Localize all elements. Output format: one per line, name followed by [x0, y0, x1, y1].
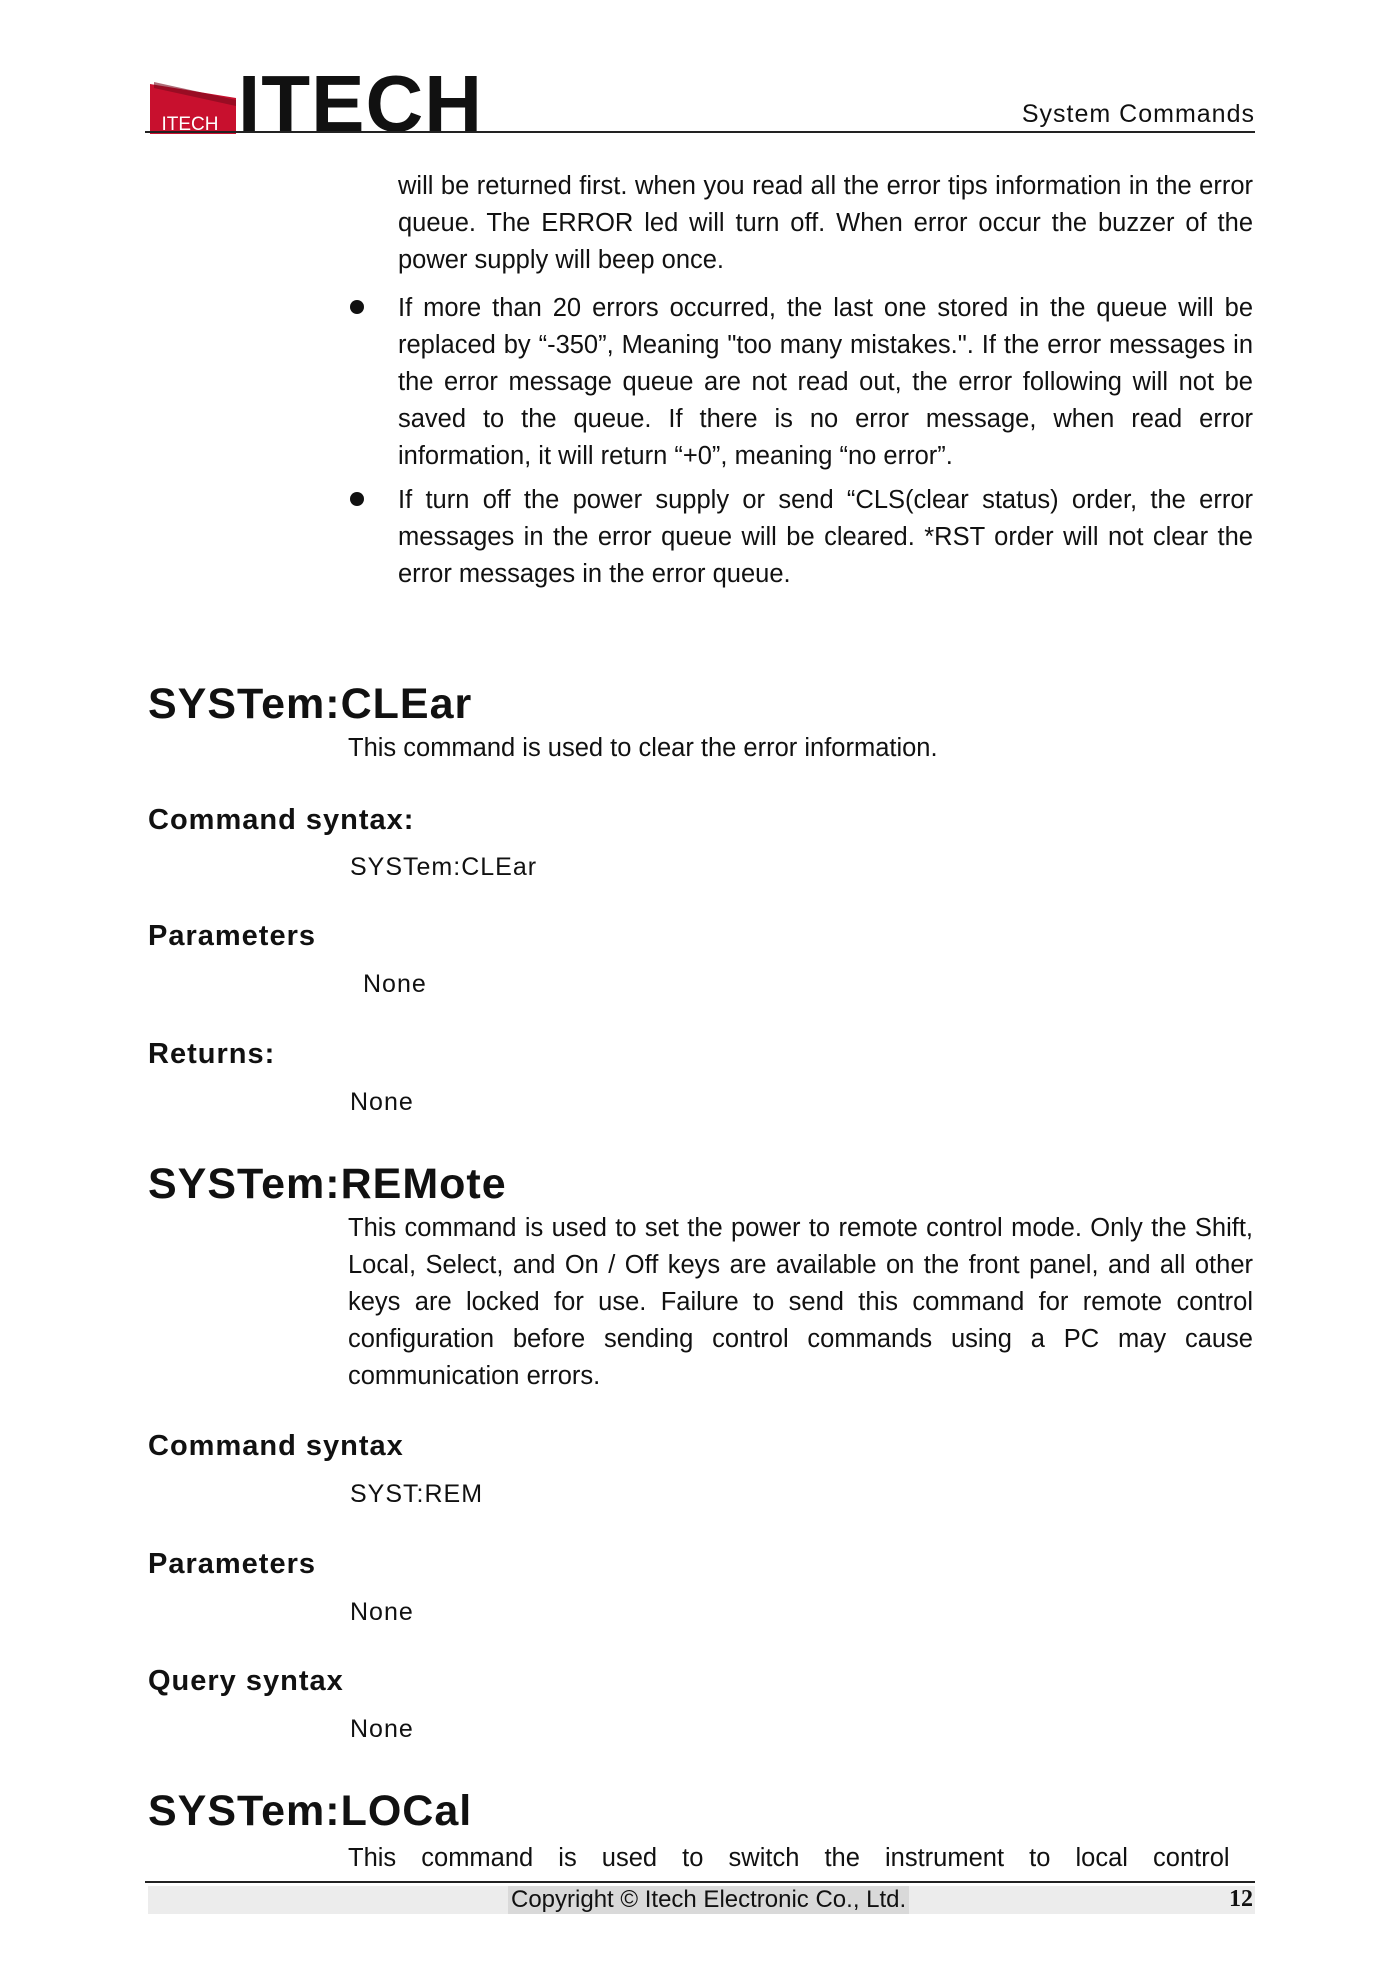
- section-title-system-local: SYSTem:LOCal: [148, 1787, 473, 1835]
- logo-wordmark: ITECH: [238, 59, 483, 148]
- itech-logo: [150, 59, 483, 148]
- intro-continuation: will be returned first. when you read all the error tips information in the error queue. The ERROR led will turn off. When error occur the buzzer of the power supply will beep once.: [398, 172, 1253, 274]
- field-label-command-syntax: Command syntax:: [148, 804, 415, 836]
- field-value-command-syntax: SYSTem:CLEar: [350, 853, 538, 881]
- footer-divider: [145, 1881, 1255, 1883]
- field-label-returns: Returns:: [148, 1038, 276, 1070]
- section-description: This command is used to set the power to remote control mode. Only the Shift, Local, Select, and On / Off keys are available on the front panel, and all other keys are locked for use. Failure to send this command for remote control configuration before sending control commands using a PC may cause communication errors.: [348, 1214, 1253, 1390]
- section-title-system-clear: SYSTem:CLEar: [148, 680, 473, 728]
- logo-mark-text: ITECH: [161, 114, 219, 134]
- header-section-title: System Commands: [1021, 100, 1255, 128]
- section-title-system-remote: SYSTem:REMote: [148, 1160, 507, 1208]
- page-number: 12: [1229, 1886, 1253, 1912]
- field-label-query-syntax: Query syntax: [148, 1665, 344, 1697]
- section-description: This command is used to clear the error information.: [348, 734, 938, 762]
- field-label-parameters: Parameters: [148, 1548, 316, 1580]
- header-divider: [145, 131, 1255, 133]
- field-value-returns: None: [350, 1088, 414, 1116]
- logo-mark-icon: [150, 76, 236, 134]
- field-value-parameters: None: [363, 970, 427, 998]
- bullet-dot: [350, 300, 364, 314]
- intro-bullet-1: If more than 20 errors occurred, the last one stored in the queue will be replaced by “-350”, Meaning "too many mistakes.". If the error messages in the error message queue are not read out, the error following will not be saved to the queue. If there is no error message, when read error information, it will return “+0”, meaning “no error”.: [398, 294, 1253, 470]
- field-label-command-syntax: Command syntax: [148, 1430, 404, 1462]
- field-value-command-syntax: SYST:REM: [350, 1480, 484, 1508]
- intro-bullet-2: If turn off the power supply or send “CLS(clear status) order, the error messages in the error queue will be cleared. *RST order will not clear the error messages in the error queue.: [398, 486, 1253, 588]
- section-description: This command is used to switch the instrument to local control: [348, 1844, 1230, 1872]
- bullet-dot: [350, 492, 364, 506]
- field-value-parameters: None: [350, 1598, 414, 1626]
- footer-copyright: Copyright © Itech Electronic Co., Ltd.: [508, 1886, 909, 1914]
- field-value-query-syntax: None: [350, 1715, 414, 1743]
- field-label-parameters: Parameters: [148, 920, 316, 952]
